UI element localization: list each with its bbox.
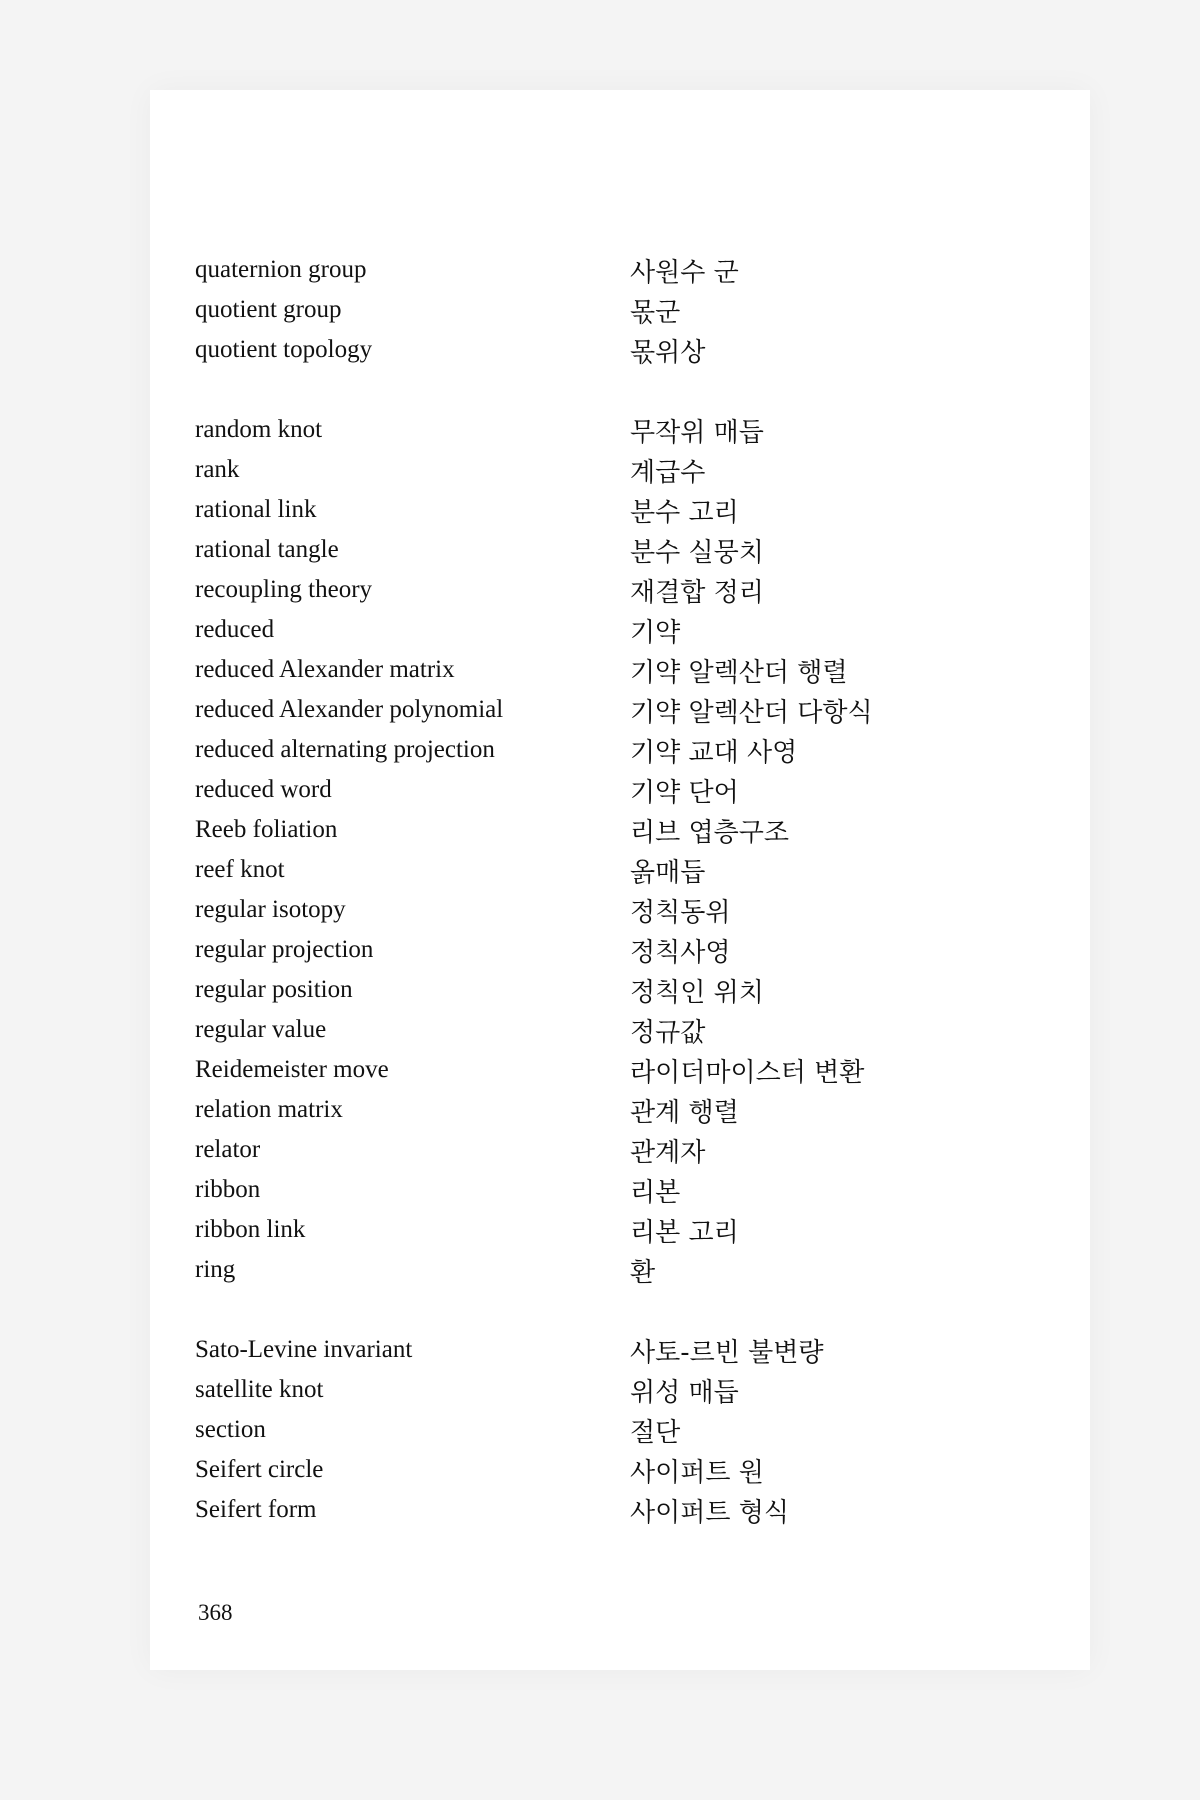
term-korean: 몫위상: [630, 337, 706, 368]
term-english: recoupling theory: [195, 576, 373, 603]
term-english: rank: [195, 456, 240, 483]
glossary-section-q: [195, 250, 1055, 370]
term-english: rational tangle: [195, 536, 339, 563]
glossary-row: [195, 650, 1055, 690]
term-english: ring: [195, 1256, 236, 1283]
glossary-row: [195, 450, 1055, 490]
term-korean: 정칙동위: [630, 897, 731, 928]
term-english: quotient group: [195, 296, 342, 323]
glossary-row: [195, 770, 1055, 810]
glossary-row: [195, 1050, 1055, 1090]
term-korean: 기약 교대 사영: [630, 737, 798, 768]
term-english: reduced Alexander polynomial: [195, 696, 504, 723]
term-english: regular isotopy: [195, 896, 346, 923]
term-korean: 분수 실뭉치: [630, 537, 764, 568]
glossary-row: [195, 970, 1055, 1010]
term-korean: 리본 고리: [630, 1217, 739, 1248]
term-korean: 리본: [630, 1177, 681, 1208]
glossary-row: [195, 1210, 1055, 1250]
term-english: random knot: [195, 416, 323, 443]
glossary-row: [195, 930, 1055, 970]
glossary-row: [195, 1250, 1055, 1290]
glossary-row: [195, 1330, 1055, 1370]
term-korean: 환: [630, 1257, 656, 1288]
glossary-row: [195, 250, 1055, 290]
glossary-section-r: [195, 410, 1055, 1290]
term-korean: 기약 단어: [630, 777, 739, 808]
glossary-row: [195, 330, 1055, 370]
term-korean: 관계 행렬: [630, 1097, 739, 1128]
term-english: regular projection: [195, 936, 374, 963]
glossary-row: [195, 1010, 1055, 1050]
term-english: Reeb foliation: [195, 816, 338, 843]
glossary-row: [195, 810, 1055, 850]
term-korean: 계급수: [630, 457, 706, 488]
glossary-row: [195, 410, 1055, 450]
glossary-row: [195, 570, 1055, 610]
term-english: Seifert circle: [195, 1456, 324, 1483]
page: [150, 90, 1090, 1670]
term-korean: 옭매듭: [630, 857, 706, 888]
term-korean: 기약 알렉산더 행렬: [630, 657, 848, 688]
glossary-row: [195, 1410, 1055, 1450]
glossary-row: [195, 850, 1055, 890]
term-english: regular value: [195, 1016, 327, 1043]
term-korean: 무작위 매듭: [630, 417, 764, 448]
term-english: reduced: [195, 616, 275, 643]
glossary-row: [195, 730, 1055, 770]
term-english: reduced alternating projection: [195, 736, 495, 763]
term-english: quaternion group: [195, 256, 367, 283]
term-korean: 사이퍼트 원: [630, 1457, 764, 1488]
term-english: ribbon: [195, 1176, 261, 1203]
term-korean: 재결합 정리: [630, 577, 764, 608]
term-korean: 기약 알렉산더 다항식: [630, 697, 873, 728]
term-english: reduced word: [195, 776, 332, 803]
term-korean: 위성 매듭: [630, 1377, 739, 1408]
term-korean: 사이퍼트 형식: [630, 1497, 789, 1528]
glossary-row: [195, 1130, 1055, 1170]
term-english: Reidemeister move: [195, 1056, 389, 1083]
term-korean: 관계자: [630, 1137, 706, 1168]
term-english: relation matrix: [195, 1096, 343, 1123]
term-english: section: [195, 1416, 266, 1443]
term-english: reduced Alexander matrix: [195, 656, 455, 683]
term-english: Sato-Levine invariant: [195, 1336, 413, 1363]
term-korean: 기약: [630, 617, 681, 648]
term-english: reef knot: [195, 856, 285, 883]
glossary-row: [195, 290, 1055, 330]
term-english: Seifert form: [195, 1496, 317, 1523]
glossary-row: [195, 1450, 1055, 1490]
term-english: relator: [195, 1136, 261, 1163]
term-korean: 분수 고리: [630, 497, 739, 528]
glossary-row: [195, 1170, 1055, 1210]
glossary-row: [195, 530, 1055, 570]
term-korean: 리브 엽층구조: [630, 817, 789, 848]
term-english: rational link: [195, 496, 317, 523]
glossary-row: [195, 490, 1055, 530]
term-korean: 정칙인 위치: [630, 977, 764, 1008]
glossary-row: [195, 890, 1055, 930]
term-korean: 라이더마이스터 변환: [630, 1057, 865, 1088]
term-english: satellite knot: [195, 1376, 324, 1403]
term-korean: 사토-르빈 불변량: [630, 1337, 824, 1368]
page-number: 368: [198, 1600, 233, 1625]
term-english: regular position: [195, 976, 353, 1003]
glossary-row: [195, 1370, 1055, 1410]
term-korean: 정규값: [630, 1017, 706, 1048]
glossary-row: [195, 610, 1055, 650]
glossary-list: [195, 250, 1055, 1570]
term-english: ribbon link: [195, 1216, 306, 1243]
glossary-row: [195, 690, 1055, 730]
term-korean: 몫군: [630, 297, 681, 328]
glossary-section-s: [195, 1330, 1055, 1530]
term-korean: 정칙사영: [630, 937, 731, 968]
term-korean: 사원수 군: [630, 257, 739, 288]
term-korean: 절단: [630, 1417, 681, 1448]
glossary-row: [195, 1490, 1055, 1530]
term-english: quotient topology: [195, 336, 373, 363]
glossary-row: [195, 1090, 1055, 1130]
